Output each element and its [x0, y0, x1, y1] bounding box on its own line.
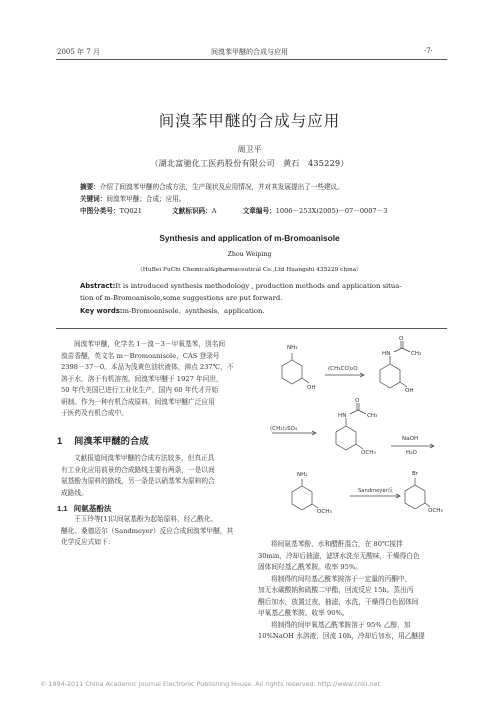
section-1-1-line: 化学反应式如下： — [61, 538, 115, 546]
section-1-1-number: 1.1 — [57, 504, 68, 513]
benzene-ring-5 — [405, 485, 425, 509]
right-line: 将制得的间甲氧基乙酰苯胺溶于 95% 乙醇，加 — [271, 620, 411, 629]
section-1-number: 1 — [57, 436, 63, 446]
english-abstract-line1 — [80, 281, 425, 291]
english-keywords-line — [80, 306, 425, 316]
label-sandmeyer: Sandmeyer反 — [358, 488, 393, 494]
header-journal-title: 间溴苯甲醚的合成与应用 — [211, 48, 288, 56]
section-1-1-line: 醚化、桑德迈尔（Sandmeyer）反应合成间溴苯甲醚，其 — [61, 526, 234, 535]
label-o-2: O — [355, 398, 360, 404]
paper-title: 间溴苯甲醚的合成与应用 — [158, 112, 341, 130]
section-1-paragraph — [61, 453, 256, 499]
section-divider — [56, 328, 447, 329]
right-line: 甲氧基乙酰苯胺。收率 90%。 — [258, 609, 349, 617]
abstract-line — [80, 182, 425, 192]
label-och3-2: OCH₃ — [317, 509, 332, 515]
section-1-line: 文献报道间溴苯甲醚的合成方法较多，但真正具 — [74, 454, 215, 462]
label-och3-3: OCH₃ — [428, 508, 443, 514]
label-och3: OCH₃ — [361, 450, 376, 456]
english-abstract-text1: It is introduced synthesis methodology , production methods and application situa- — [115, 282, 402, 290]
article-no-value: 1006－253X(2005)－07－0007－3 — [275, 207, 388, 215]
header-rule — [56, 59, 447, 60]
label-nh2-2: NH₂ — [297, 472, 308, 478]
section-1-title: 间溴苯甲醚的合成 — [74, 436, 149, 446]
abstract-text: 介绍了间溴苯甲醚的合成方法，生产现状及应用情况，并对其发展提出了一些建议。 — [99, 183, 344, 191]
keywords-line — [80, 194, 425, 204]
intro-line: 50 年代美国已进行工业化生产，国内 60 年代才开始 — [61, 386, 219, 394]
paper-affiliation: （湖北富驰化工医药股份有限公司 黄石 435229） — [150, 159, 349, 168]
section-1-1-line: 王玉玲等[1]以间氨基酚为起始原料，经乙酰化、 — [74, 515, 218, 523]
header-date: 2005 年 7 月 — [57, 48, 100, 56]
label-h2o: H₂O — [406, 450, 417, 456]
section-1-1-heading — [57, 503, 112, 514]
label-ac2o: (CH₃CO)₂O — [328, 366, 358, 372]
section-1-line: 有工业化应用前景的合成路线主要有两条，一是以间 — [61, 465, 215, 474]
benzene-ring-4 — [292, 486, 312, 510]
intro-paragraph — [61, 339, 256, 420]
label-nh2: NH₂ — [287, 345, 298, 351]
label-oh-2: OH — [405, 388, 414, 394]
english-title: Synthesis and application of m-Bromoanisole — [159, 233, 340, 243]
classification-line — [80, 206, 425, 216]
section-1-line: 氨基酚为原料的路线，另一条是以硝基苯为原料的合 — [61, 477, 215, 485]
keywords-text: 间溴苯甲醚；合成；应用。 — [106, 195, 186, 203]
benzene-ring-2 — [380, 364, 400, 388]
label-ch3-2: CH₃ — [367, 413, 378, 419]
english-abstract-label: Abstract: — [80, 282, 116, 290]
english-abstract-line2: tion of m-Bromoanisole,some suggestions are put forward. — [80, 294, 283, 302]
english-keywords-text: m-Bromoanisole、synthesis、application. — [122, 307, 265, 315]
right-line: 30min，冷却后抽滤，滤饼水洗至无酸味，干燥得白色 — [258, 551, 420, 560]
doc-code-value: A — [211, 207, 217, 215]
right-line: 将间氨基苯酚、水和醋酐混合，在 80℃搅拌 — [271, 540, 403, 548]
intro-line: 2398－37－0。本品为浅黄色油状液体，沸点 237℃，不 — [61, 363, 234, 371]
right-line: 加无水碳酸钠和硫酸二甲酯，回流反应 15h。蒸出丙 — [258, 586, 414, 594]
intro-line: 研制。作为一种有机合成原料，间溴苯甲醚广泛应用 — [61, 397, 215, 406]
section-1-1-title: 间氨基酚法 — [73, 504, 112, 513]
intro-line: 间溴苯甲醚，化学名 1－溴－3－甲氧基苯，别名间 — [74, 340, 226, 348]
right-line: 固体间羟基乙酰苯胺。收率 95%。 — [258, 563, 362, 571]
label-br: Br — [412, 471, 419, 477]
benzene-ring-1 — [282, 360, 302, 384]
right-column-paragraphs — [258, 539, 450, 643]
label-o: O — [399, 336, 404, 342]
header-page-number: ·7· — [424, 47, 433, 55]
section-1-heading — [57, 433, 149, 447]
intro-line: 溴苗香醚，英文名 m－Bromoanisole，CAS 登录号 — [61, 351, 220, 360]
label-hn: HN — [382, 351, 391, 357]
benzene-ring-3 — [336, 426, 356, 450]
section-1-1-paragraph — [61, 514, 256, 549]
keywords-label: 关键词： — [80, 195, 107, 203]
label-dms: (CH₃)₂SO₄ — [270, 426, 298, 432]
intro-line: 于医药及有机合成中。 — [61, 409, 128, 417]
label-naoh: NaOH — [402, 436, 419, 442]
clc-label: 中图分类号： — [80, 207, 120, 215]
article-no-label: 文章编号： — [242, 207, 276, 215]
paper-author: 周卫平 — [237, 145, 262, 154]
reaction-scheme — [262, 336, 452, 528]
english-affiliation: （HuBei FuChi Chemical&pharmaceutical Co.,Ltd Huangshi 435229 china） — [136, 267, 362, 273]
clc-value: TQ021 — [119, 207, 142, 215]
right-line: 将制得的间羟基乙酰苯胺溶于一定量的丙酮中， — [271, 574, 412, 583]
label-oh: OH — [307, 385, 316, 391]
abstract-label: 摘要： — [80, 183, 100, 191]
english-author: Zhou Weiping — [227, 251, 272, 258]
intro-line: 溶于水，溶于有机溶剂。间溴苯甲醚于 1927 年问世， — [61, 374, 223, 383]
label-ch3: CH₃ — [411, 351, 422, 357]
section-1-line: 成路线。 — [61, 488, 88, 497]
right-line: 10%NaOH 水溶液，回流 10h，冷却后加水，用乙醚提 — [258, 632, 425, 640]
right-line: 酮后加水，放置过夜，抽滤，水洗，干燥得白色固体间 — [258, 597, 419, 606]
doc-code-label: 文献标识码： — [172, 207, 212, 215]
label-hn-2: HN — [338, 413, 347, 419]
english-keywords-label: Key words: — [80, 307, 123, 315]
footer-copyright: © 1994-2011 China Academic Journal Electronic Publishing House. All rights reserved. http://www.cnki.net — [40, 680, 380, 688]
